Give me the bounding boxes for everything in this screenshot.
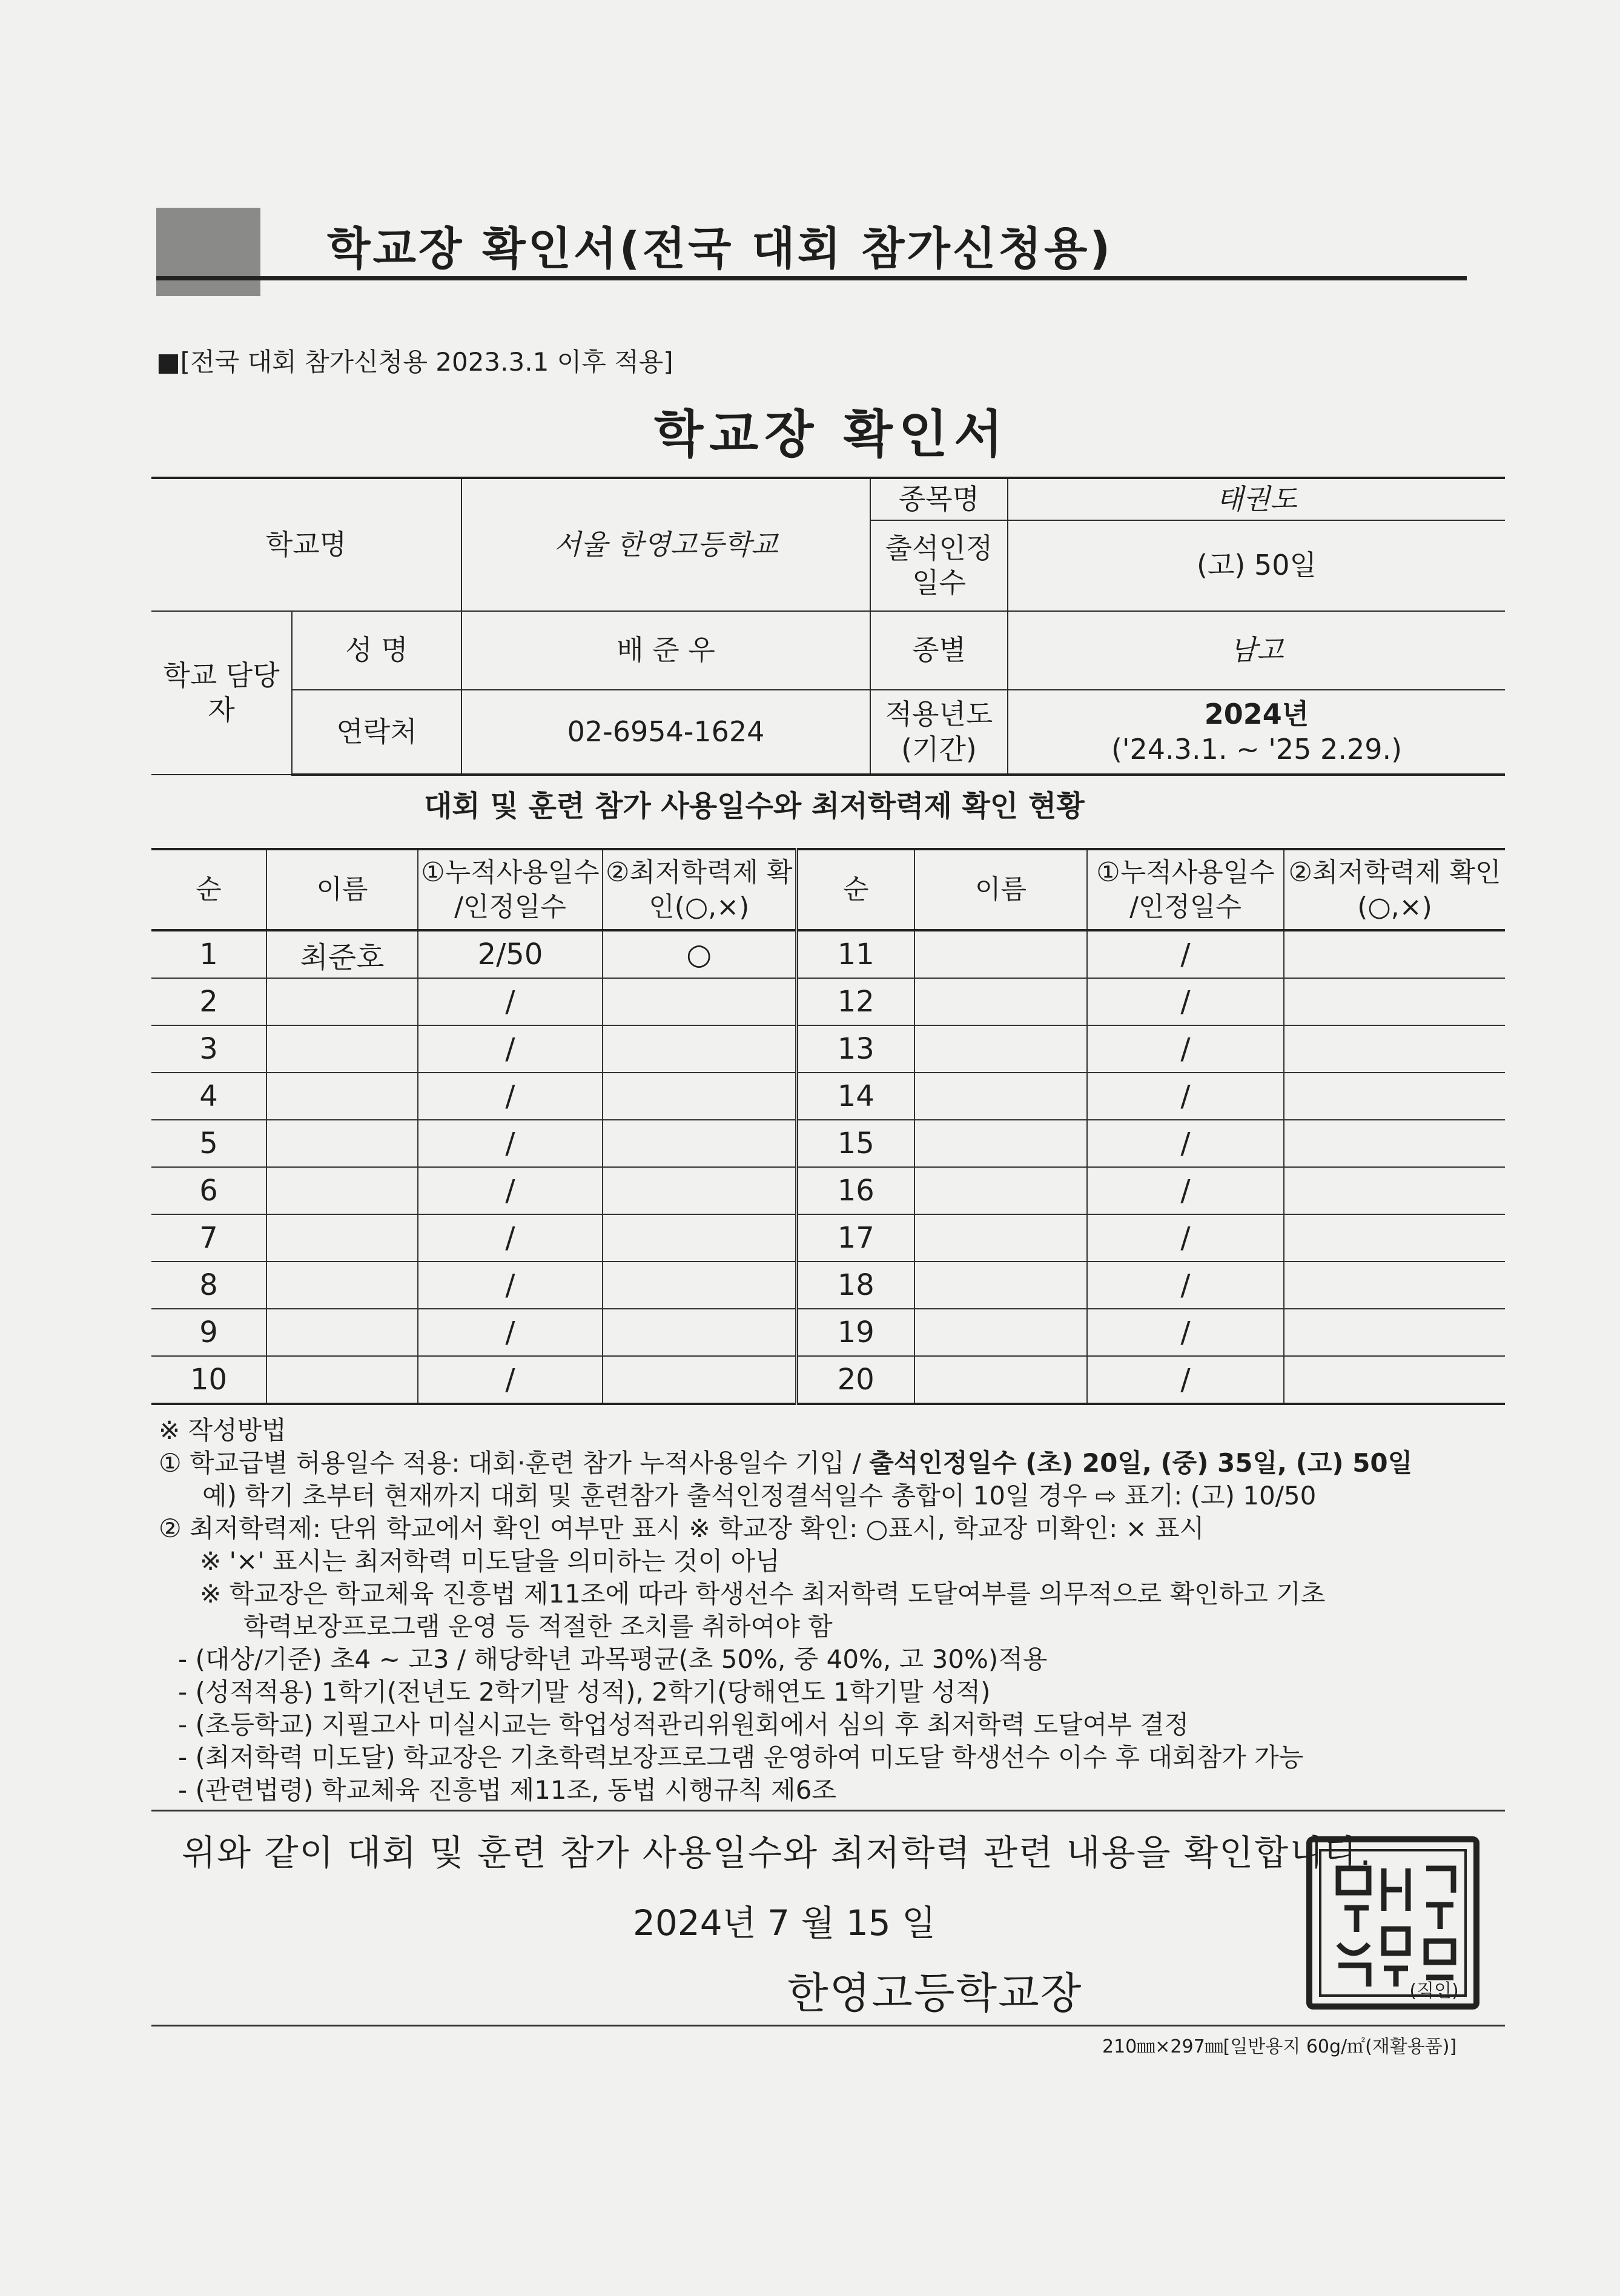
- detail-not-reached: - (최저학력 미도달) 학교장은 기초학력보장프로그램 운영하여 미도달 학생선수 이수 후 대회참가 가능: [178, 1742, 1304, 1772]
- usage-cell-no2: 13: [796, 1025, 914, 1073]
- usage-cell-check: [603, 1073, 796, 1120]
- detail-grades: - (성적적용) 1학기(전년도 2학기말 성적), 2학기(당해연도 1학기말 성적): [178, 1677, 991, 1707]
- usage-cell-name2: [914, 978, 1087, 1025]
- usage-cell-name: [266, 1073, 418, 1120]
- usage-cell-name: [266, 1167, 418, 1214]
- header-days: ①누적사용일수 /인정일수: [418, 849, 603, 930]
- paper-spec-footer: 210㎜×297㎜[일반용지 60g/㎡(재활용품)]: [1102, 2036, 1457, 2057]
- attendance-days-label: 출석인정 일수: [870, 520, 1008, 611]
- usage-table: [151, 848, 1505, 1405]
- detail-law: - (관련법령) 학교체육 진흥법 제11조, 동법 시행규칙 제6조: [178, 1775, 836, 1805]
- usage-cell-check: [603, 1262, 796, 1309]
- school-manager-label: 학교 담당자: [151, 611, 292, 775]
- usage-cell-check2: [1284, 1356, 1505, 1404]
- header-title: 학교장 확인서(전국 대회 참가신청용): [327, 223, 1113, 275]
- school-info-table: [151, 477, 1505, 776]
- usage-cell-check2: [1284, 1073, 1505, 1120]
- usage-cell-days: /: [418, 1073, 603, 1120]
- usage-cell-check2: [1284, 1167, 1505, 1214]
- header-name: 이름: [266, 849, 418, 930]
- header-rule: [156, 276, 1467, 280]
- usage-cell-no2: 19: [796, 1309, 914, 1356]
- note-2-b-cont: 학력보장프로그램 운영 등 적절한 조치를 취하여야 함: [243, 1612, 833, 1641]
- seal-inner-border: [1320, 1850, 1466, 1996]
- usage-cell-days: /: [418, 1309, 603, 1356]
- year-cell: [1008, 690, 1505, 775]
- sport-value: 태권도: [1008, 478, 1505, 520]
- usage-cell-no2: 11: [796, 930, 914, 978]
- usage-cell-check: [603, 1120, 796, 1167]
- confirmation-date: 2024년 7 월 15 일: [633, 1902, 936, 1944]
- category-label: 종별: [870, 611, 1008, 690]
- sport-label: 종목명: [870, 478, 1008, 520]
- note-2-b: ※ 학교장은 학교체육 진흥법 제11조에 따라 학생선수 최저학력 도달여부를 의무적으로 확인하고 기초: [200, 1579, 1326, 1609]
- usage-cell-name2: [914, 1073, 1087, 1120]
- usage-cell-days: /: [418, 1025, 603, 1073]
- usage-cell-check: [603, 1214, 796, 1262]
- usage-row: [151, 1025, 1505, 1073]
- usage-cell-name: [266, 1262, 418, 1309]
- note-1-text: ① 학교급별 허용일수 적용: 대회·훈련 참가 누적사용일수 기입 /: [159, 1448, 870, 1478]
- usage-cell-name2: [914, 1025, 1087, 1073]
- usage-row: [151, 1167, 1505, 1214]
- note-1: [159, 1447, 1509, 1480]
- usage-cell-days: /: [418, 1262, 603, 1309]
- usage-cell-check: [603, 1356, 796, 1404]
- usage-cell-name2: [914, 1214, 1087, 1262]
- usage-cell-check2: [1284, 930, 1505, 978]
- usage-cell-no: 7: [151, 1214, 266, 1262]
- seal-label: (직인): [1409, 1980, 1459, 2002]
- usage-cell-check: [603, 1309, 796, 1356]
- usage-cell-name2: [914, 930, 1087, 978]
- category-value: 남고: [1008, 611, 1505, 690]
- usage-cell-days2: /: [1087, 1120, 1284, 1167]
- year-value: 2024년: [1204, 698, 1309, 730]
- note-1-example: 예) 학기 초부터 현재까지 대회 및 훈련참가 출석인정결석일수 총합이 10일 경우 ⇨ 표기: (고) 10/50: [202, 1481, 1317, 1510]
- notes-heading: ※ 작성방법: [159, 1415, 286, 1445]
- principal-title: 한영고등학교장: [787, 1968, 1083, 2018]
- usage-cell-name2: [914, 1262, 1087, 1309]
- contact-label: 연락처: [292, 690, 461, 775]
- note-2: ② 최저학력제: 단위 학교에서 확인 여부만 표시 ※ 학교장 확인: ○표시, 학교장 미확인: × 표시: [159, 1514, 1205, 1543]
- usage-cell-days2: /: [1087, 1025, 1284, 1073]
- usage-cell-days2: /: [1087, 1262, 1284, 1309]
- usage-cell-days: 2/50: [418, 930, 603, 978]
- usage-cell-check2: [1284, 1262, 1505, 1309]
- usage-cell-name2: [914, 1167, 1087, 1214]
- usage-row: [151, 1309, 1505, 1356]
- usage-cell-no2: 15: [796, 1120, 914, 1167]
- detail-elementary: - (초등학교) 지필고사 미실시교는 학업성적관리위원회에서 심의 후 최저학력 도달여부 결정: [178, 1710, 1189, 1739]
- usage-row: [151, 978, 1505, 1025]
- usage-cell-name2: [914, 1356, 1087, 1404]
- header-days-2: ①누적사용일수 /인정일수: [1087, 849, 1284, 930]
- usage-cell-days2: /: [1087, 978, 1284, 1025]
- usage-cell-no: 4: [151, 1073, 266, 1120]
- usage-cell-name: [266, 1025, 418, 1073]
- document-title: 학교장 확인서: [654, 405, 1010, 464]
- usage-cell-name: 최준호: [266, 930, 418, 978]
- usage-cell-name: [266, 1356, 418, 1404]
- usage-cell-name: [266, 1214, 418, 1262]
- usage-cell-name2: [914, 1120, 1087, 1167]
- usage-cell-check: [603, 978, 796, 1025]
- confirmation-text: 위와 같이 대회 및 훈련 참가 사용일수와 최저학력 관련 내용을 확인합니다.: [182, 1832, 1372, 1873]
- usage-cell-days2: /: [1087, 1167, 1284, 1214]
- usage-cell-check2: [1284, 1025, 1505, 1073]
- note-2-a: ※ '×' 표시는 최저학력 미도달을 의미하는 것이 아님: [200, 1546, 780, 1576]
- note-1-bold: 출석인정일수 (초) 20일, (중) 35일, (고) 50일: [869, 1448, 1413, 1478]
- usage-row: [151, 1262, 1505, 1309]
- usage-cell-check: ○: [603, 930, 796, 978]
- usage-cell-check2: [1284, 1214, 1505, 1262]
- seal-glyphs: [1338, 1868, 1453, 1987]
- year-label: 적용년도 (기간): [870, 690, 1008, 775]
- official-seal: [1302, 1832, 1484, 2014]
- manager-name-label: 성 명: [292, 611, 461, 690]
- usage-cell-days2: /: [1087, 1356, 1284, 1404]
- header-name-2: 이름: [914, 849, 1087, 930]
- usage-cell-no2: 20: [796, 1356, 914, 1404]
- usage-cell-check2: [1284, 978, 1505, 1025]
- usage-cell-no: 9: [151, 1309, 266, 1356]
- usage-cell-check2: [1284, 1120, 1505, 1167]
- usage-cell-name: [266, 1120, 418, 1167]
- contact-value: 02-6954-1624: [461, 690, 870, 775]
- detail-target: - (대상/기준) 초4 ~ 고3 / 해당학년 과목평균(초 50%, 중 40%, 고 30%)적용: [178, 1644, 1048, 1674]
- school-name-label: 학교명: [151, 478, 461, 611]
- attendance-days-value: (고) 50일: [1008, 520, 1505, 611]
- usage-cell-no2: 16: [796, 1167, 914, 1214]
- usage-cell-no: 5: [151, 1120, 266, 1167]
- usage-cell-no2: 18: [796, 1262, 914, 1309]
- usage-cell-days2: /: [1087, 930, 1284, 978]
- confirmation-rule: [151, 1810, 1505, 1811]
- usage-row: [151, 1356, 1505, 1404]
- usage-row: [151, 930, 1505, 978]
- usage-row: [151, 1214, 1505, 1262]
- usage-cell-no: 3: [151, 1025, 266, 1073]
- usage-cell-days2: /: [1087, 1073, 1284, 1120]
- usage-cell-no2: 12: [796, 978, 914, 1025]
- usage-cell-check2: [1284, 1309, 1505, 1356]
- usage-cell-no: 8: [151, 1262, 266, 1309]
- usage-cell-days: /: [418, 1167, 603, 1214]
- usage-cell-no2: 14: [796, 1073, 914, 1120]
- usage-cell-no2: 17: [796, 1214, 914, 1262]
- header-check-2: ②최저학력제 확인(○,×): [1284, 849, 1505, 930]
- header-no-2: 순: [796, 849, 914, 930]
- usage-row: [151, 1120, 1505, 1167]
- bottom-rule: [151, 2025, 1505, 2026]
- header-check: ②최저학력제 확인(○,×): [603, 849, 796, 930]
- usage-cell-no: 6: [151, 1167, 266, 1214]
- usage-cell-check: [603, 1167, 796, 1214]
- usage-table-header: [151, 849, 1505, 930]
- usage-section-title: 대회 및 훈련 참가 사용일수와 최저학력제 확인 현황: [424, 789, 1085, 823]
- usage-cell-days: /: [418, 978, 603, 1025]
- usage-cell-days2: /: [1087, 1214, 1284, 1262]
- school-name-value: 서울 한영고등학교: [461, 478, 870, 611]
- usage-cell-no: 10: [151, 1356, 266, 1404]
- usage-cell-check: [603, 1025, 796, 1073]
- usage-cell-days: /: [418, 1120, 603, 1167]
- year-period: ('24.3.1. ~ '25 2.29.): [1111, 732, 1403, 766]
- header-no: 순: [151, 849, 266, 930]
- usage-cell-no: 1: [151, 930, 266, 978]
- usage-cell-name: [266, 1309, 418, 1356]
- header-grey-block: [156, 208, 260, 296]
- usage-row: [151, 1073, 1505, 1120]
- usage-cell-days2: /: [1087, 1309, 1284, 1356]
- writing-instructions: [159, 1414, 1509, 1807]
- manager-name-value: 배 준 우: [461, 611, 870, 690]
- usage-cell-days: /: [418, 1214, 603, 1262]
- usage-cell-no: 2: [151, 978, 266, 1025]
- usage-cell-name2: [914, 1309, 1087, 1356]
- usage-cell-days: /: [418, 1356, 603, 1404]
- usage-cell-name: [266, 978, 418, 1025]
- applicability-note: ■[전국 대회 참가신청용 2023.3.1 이후 적용]: [156, 347, 673, 377]
